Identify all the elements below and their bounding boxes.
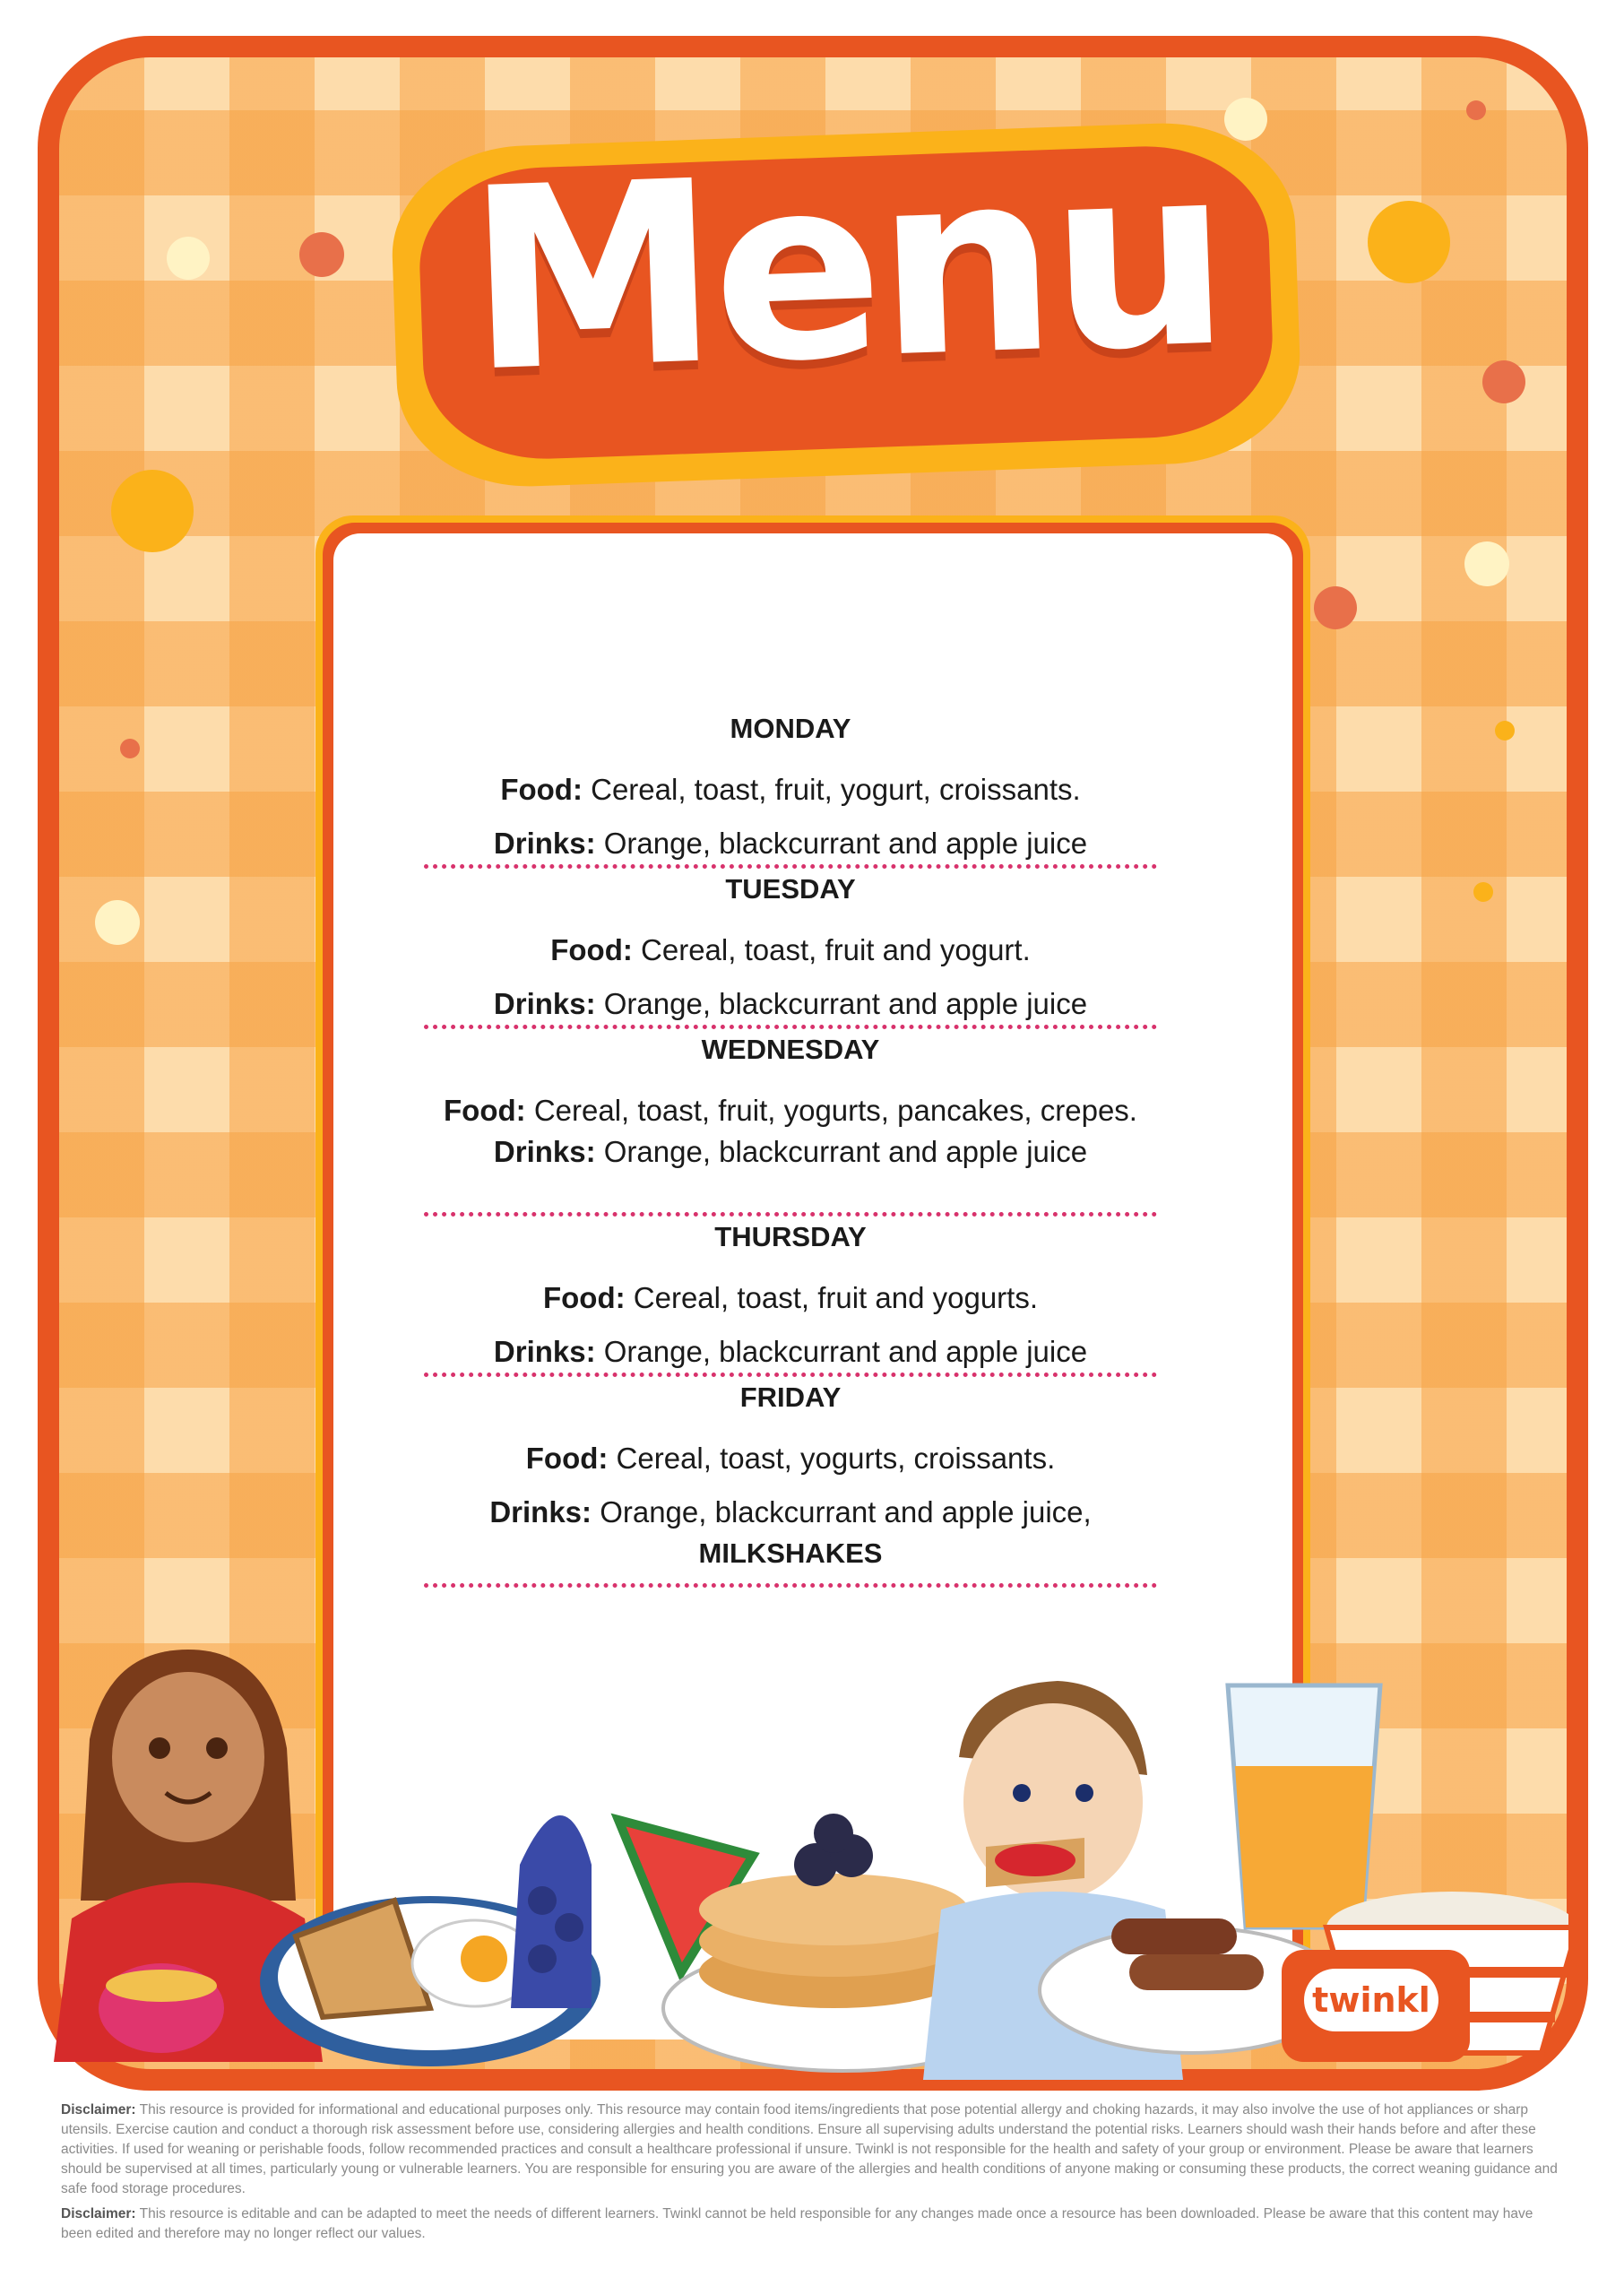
food-label: Food: <box>550 933 633 966</box>
day-section-tuesday <box>333 869 1248 1029</box>
food-label: Food: <box>500 773 583 806</box>
drinks-line <box>333 983 1248 1025</box>
drinks-extra: MILKSHAKES <box>698 1537 883 1569</box>
disclaimer-paragraph-1 <box>61 2100 1563 2199</box>
food-label: Food: <box>444 1094 526 1127</box>
disclaimer <box>61 2100 1563 2249</box>
food-line <box>333 1438 1248 1479</box>
drinks-line <box>333 1131 1248 1173</box>
food-items: Cereal, toast, fruit and yogurts. <box>633 1281 1039 1314</box>
decorative-dot <box>120 739 140 758</box>
drinks-items: Orange, blackcurrant and apple juice <box>603 827 1088 860</box>
food-items: Cereal, toast, fruit, yogurts, pancakes, crepes. <box>533 1094 1137 1127</box>
disclaimer-paragraph-2 <box>61 2204 1563 2244</box>
day-heading: THURSDAY <box>714 1221 867 1252</box>
food-line <box>333 930 1248 971</box>
disclaimer-label: Disclaimer: <box>61 2206 136 2221</box>
juice-glass-illustration <box>1228 1685 1380 1927</box>
food-line <box>333 1277 1248 1319</box>
drinks-items: Orange, blackcurrant and apple juice <box>603 1335 1088 1368</box>
drinks-items: Orange, blackcurrant and apple juice <box>603 987 1088 1020</box>
day-heading: MONDAY <box>730 713 851 744</box>
day-section-friday <box>333 1377 1248 1588</box>
decorative-dot <box>1464 541 1509 586</box>
drinks-label: Drinks: <box>493 1135 596 1168</box>
day-heading: WEDNESDAY <box>701 1034 880 1065</box>
day-section-thursday <box>333 1217 1248 1377</box>
decorative-dot <box>1482 360 1525 403</box>
decorative-dot <box>1473 882 1493 902</box>
disclaimer-text: This resource is editable and can be adapted to meet the needs of different learners. Twinkl cannot be held responsible for any changes made once a resource has been downloaded. Please be aware that this content may have been edited and therefore may no longer reflect our values. <box>61 2206 1533 2241</box>
drinks-label: Drinks: <box>493 987 596 1020</box>
food-items: Cereal, toast, yogurts, croissants. <box>616 1442 1056 1475</box>
day-section-monday <box>333 708 1248 869</box>
day-heading: FRIDAY <box>739 1381 842 1413</box>
menu-content <box>333 708 1248 1588</box>
decorative-dot <box>167 237 210 280</box>
decorative-dot <box>299 232 344 277</box>
drinks-line <box>333 1492 1248 1533</box>
drinks-label: Drinks: <box>493 827 596 860</box>
food-line <box>333 1090 1248 1131</box>
twinkl-logo: twinkl <box>1312 1980 1430 2020</box>
disclaimer-text: This resource is provided for informational and educational purposes only. This resource may contain food items/ingredients that pose potential allergy and choking hazards, it may also involve the use of hot appliances or sharp utensils. Exercise caution and conduct a thorough risk assessment before use, considering allergies and health conditions. Ensure all supervising adults understand the potential risks. Learners should wash their hands before and after these activities. If used for weaning or perishable foods, follow recommended practices and consult a healthcare professional if unsure. Twinkl is not responsible for the health and safety of your group or environment. Please be aware that learners should be supervised at all times, particularly young or vulnerable learners. You are responsible for ensuring you are aware of the allergies and health conditions of anyone making or consuming these products, the correct weaning guidance and safe food storage procedures. <box>61 2102 1558 2196</box>
food-label: Food: <box>525 1442 609 1475</box>
food-label: Food: <box>542 1281 626 1314</box>
decorative-dot <box>95 900 140 945</box>
drinks-line <box>333 1331 1248 1373</box>
decorative-dot <box>1368 201 1450 283</box>
food-items: Cereal, toast, fruit and yogurt. <box>641 933 1031 966</box>
decorative-dot <box>1314 586 1357 629</box>
drinks-line <box>333 823 1248 864</box>
decorative-dot <box>1466 100 1486 120</box>
menu-title: Menu <box>462 109 1230 429</box>
drinks-label: Drinks: <box>493 1335 596 1368</box>
decorative-dot <box>111 470 194 552</box>
day-section-wednesday <box>333 1029 1248 1217</box>
drinks-items: Orange, blackcurrant and apple juice <box>603 1135 1088 1168</box>
decorative-dot <box>1495 721 1515 740</box>
dotted-separator <box>424 1583 1157 1588</box>
day-heading: TUESDAY <box>725 873 856 905</box>
drinks-label: Drinks: <box>489 1495 592 1529</box>
disclaimer-label: Disclaimer: <box>61 2102 136 2117</box>
food-items: Cereal, toast, fruit, yogurt, croissants. <box>591 773 1081 806</box>
drinks-items: Orange, blackcurrant and apple juice, <box>600 1495 1092 1529</box>
food-line <box>333 769 1248 810</box>
